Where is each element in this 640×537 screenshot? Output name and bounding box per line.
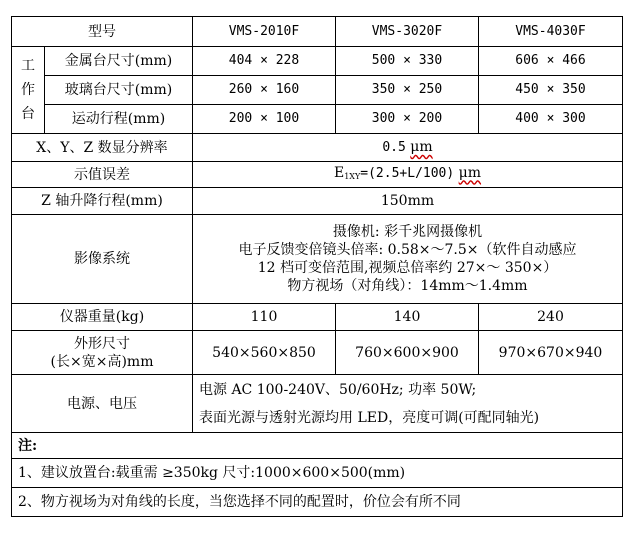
error-row [12, 162, 623, 188]
power-row [12, 375, 623, 433]
metal-stage-4030f: 606 × 466 [479, 47, 623, 76]
model-vms-4030f: VMS-4030F [479, 17, 623, 47]
imaging-zoom-ratio: 电子反馈变倍镜头倍率: 0.58×～7.5×（软件自动感应 [238, 242, 577, 258]
resolution-row [12, 134, 623, 162]
notes-title: 注: [12, 433, 623, 459]
dimensions-3020f: 760×600×900 [336, 331, 479, 375]
resolution-label: X、Y、Z 数显分辨率 [12, 134, 193, 162]
travel-2010f: 200 × 100 [193, 105, 336, 134]
power-details [193, 375, 623, 433]
power-lighting: 表面光源与透射光源均用 LED，亮度可调(可配同轴光) [199, 409, 540, 426]
weight-3020f: 140 [336, 304, 479, 331]
dimensions-4030f: 970×670×940 [479, 331, 623, 375]
dimensions-label-line1: 外形尺寸 [74, 335, 130, 352]
dimensions-row [12, 331, 623, 375]
note-row-1 [12, 459, 623, 488]
notes-title-row [12, 433, 623, 459]
imaging-zoom-range: 12 档可变倍范围,视频总倍率约 27×～ 350×） [257, 260, 558, 276]
error-formula-cell [193, 162, 623, 188]
resolution-unit: μm [410, 139, 433, 155]
power-supply: 电源 AC 100-240V、50/60Hz; 功率 50W; [199, 381, 477, 398]
glass-stage-row [12, 76, 623, 105]
metal-stage-row [12, 47, 623, 76]
glass-stage-4030f: 450 × 350 [479, 76, 623, 105]
error-prefix: E [333, 164, 345, 181]
metal-stage-2010f: 404 × 228 [193, 47, 336, 76]
error-formula: =(2.5+L/100) [360, 165, 455, 181]
glass-stage-2010f: 260 × 160 [193, 76, 336, 105]
metal-stage-label: 金属台尺寸(mm) [45, 47, 193, 76]
z-travel-value: 150mm [193, 188, 623, 215]
spec-table [11, 16, 623, 517]
error-subscript: 1XY [344, 171, 361, 181]
weight-2010f: 110 [193, 304, 336, 331]
model-label: 型号 [12, 17, 193, 47]
travel-label: 运动行程(mm) [45, 105, 193, 134]
note-2: 2、物方视场为对角线的长度，当您选择不同的配置时，价位会有所不同 [12, 488, 623, 517]
dimensions-2010f: 540×560×850 [193, 331, 336, 375]
note-row-2 [12, 488, 623, 517]
imaging-row [12, 215, 623, 304]
weight-row [12, 304, 623, 331]
model-vms-2010f: VMS-2010F [193, 17, 336, 47]
workbench-group-label: 工 作 台 [12, 47, 45, 134]
dimensions-label-line2: (长×宽×高)mm [50, 353, 154, 370]
error-label: 示值误差 [12, 162, 193, 188]
travel-3020f: 300 × 200 [336, 105, 479, 134]
note-1: 1、建议放置台:载重需 ≥350kg 尺寸:1000×600×500(mm) [12, 459, 623, 488]
imaging-label: 影像系统 [12, 215, 193, 304]
imaging-details [193, 215, 623, 304]
travel-row [12, 105, 623, 134]
z-travel-row [12, 188, 623, 215]
spec-sheet [11, 16, 622, 517]
imaging-camera: 摄像机: 彩千兆网摄像机 [332, 224, 483, 240]
imaging-field-of-view: 物方视场（对角线）：14mm～1.4mm [287, 278, 528, 294]
travel-4030f: 400 × 300 [479, 105, 623, 134]
resolution-value-cell [193, 134, 623, 162]
metal-stage-3020f: 500 × 330 [336, 47, 479, 76]
z-travel-label: Z 轴升降行程(mm) [12, 188, 193, 215]
glass-stage-label: 玻璃台尺寸(mm) [45, 76, 193, 105]
glass-stage-3020f: 350 × 250 [336, 76, 479, 105]
weight-4030f: 240 [479, 304, 623, 331]
power-label: 电源、电压 [12, 375, 193, 433]
dimensions-label [12, 331, 193, 375]
weight-label: 仪器重量(kg) [12, 304, 193, 331]
model-vms-3020f: VMS-3020F [336, 17, 479, 47]
header-row [12, 17, 623, 47]
error-unit: μm [458, 164, 482, 181]
resolution-value: 0.5 [382, 140, 406, 155]
